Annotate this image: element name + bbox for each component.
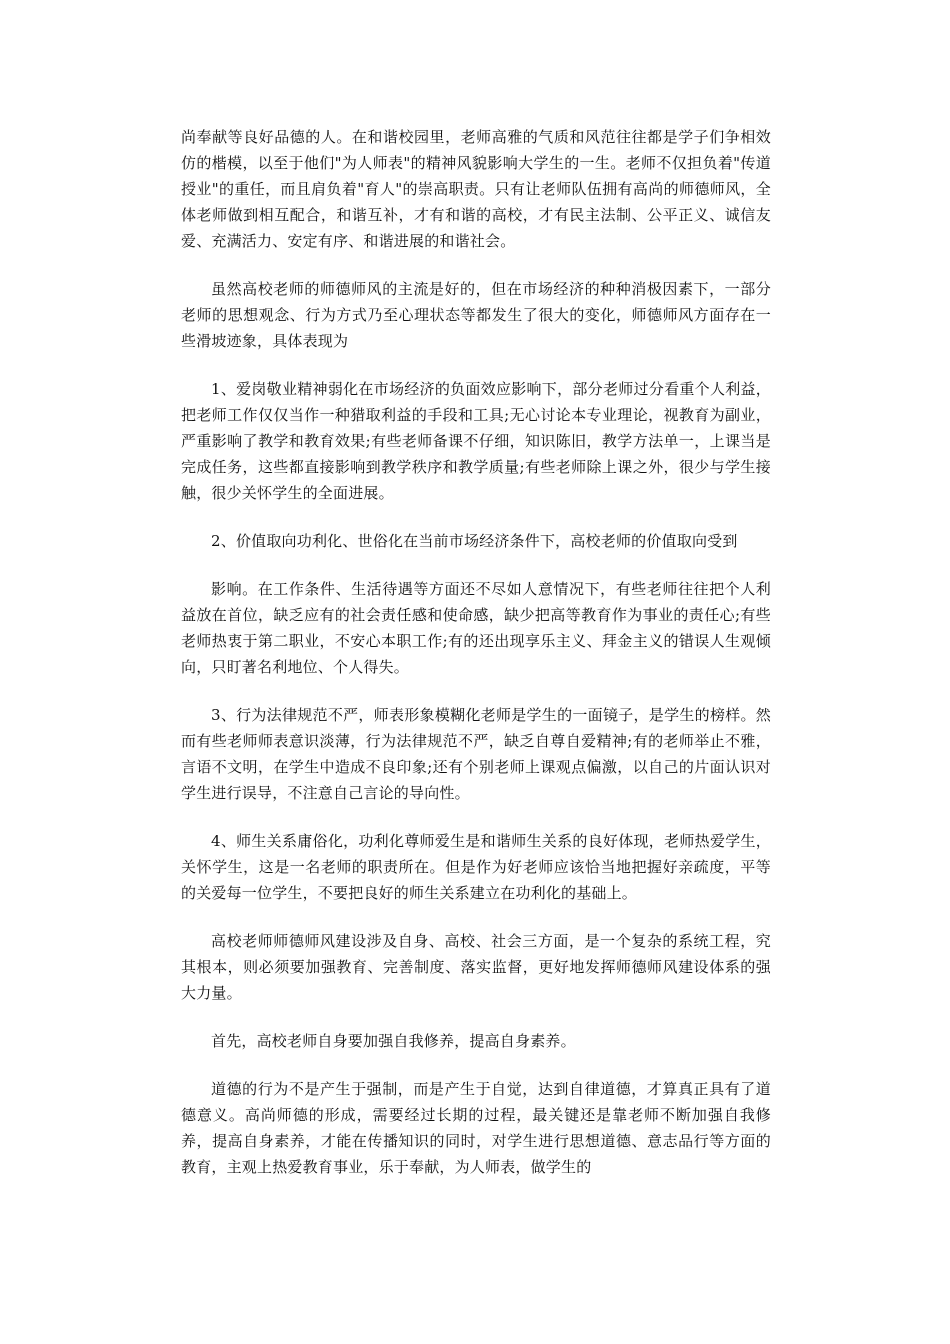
paragraph-1: 尚奉献等良好品德的人。在和谐校园里，老师高雅的气质和风范往往都是学子们争相效仿的楷模，以至于他们"为人师表"的精神风貌影响大学生的一生。老师不仅担负着"传道授业"的重任，而且肩负着"育人"的崇高职责。只有让老师队伍拥有高尚的师德师风，全体老师做到相互配合，和谐互补，才有和谐的高校，才有民主法制、公平正义、诚信友爱、充满活力、安定有序、和谐进展的和谐社会。 [181, 128, 771, 250]
document-body [181, 124, 771, 1202]
paragraph-5: 影响。在工作条件、生活待遇等方面还不尽如人意情况下，有些老师往往把个人利益放在首位，缺乏应有的社会责任感和使命感，缺少把高等教育作为事业的责任心;有些老师热衷于第二职业，不安心本职工作;有的还出现享乐主义、拜金主义的错误人生观倾向，只盯著名利地位、个人得失。 [181, 580, 771, 676]
paragraph-9: 首先，高校老师自身要加强自我修养，提高自身素养。 [211, 1032, 576, 1050]
paragraph-4: 2、价值取向功利化、世俗化在当前市场经济条件下，高校老师的价值取向受到 [211, 532, 738, 550]
paragraph-3: 1、爱岗敬业精神弱化在市场经济的负面效应影响下，部分老师过分看重个人利益，把老师工作仅仅当作一种猎取利益的手段和工具;无心讨论本专业理论，视教育为副业，严重影响了教学和教育效果;有些老师备课不仔细，知识陈旧，教学方法单一，上课当是完成任务，这些都直接影响到教学秩序和教学质量;有些老师除上课之外，很少与学生接触，很少关怀学生的全面进展。 [181, 380, 771, 502]
paragraph-7: 4、师生关系庸俗化，功利化尊师爱生是和谐师生关系的良好体现，老师热爱学生，关怀学生，这是一名老师的职责所在。但是作为好老师应该恰当地把握好亲疏度，平等的关爱每一位学生，不要把良好的师生关系建立在功利化的基础上。 [181, 832, 771, 902]
paragraph-10: 道德的行为不是产生于强制，而是产生于自觉，达到自律道德，才算真正具有了道德意义。高尚师德的形成，需要经过长期的过程，最关键还是靠老师不断加强自我修养，提高自身素养，才能在传播知识的同时，对学生进行思想道德、意志品行等方面的教育，主观上热爱教育事业，乐于奉献，为人师表，做学生的 [181, 1080, 771, 1176]
paragraph-8: 高校老师师德师风建设涉及自身、高校、社会三方面，是一个复杂的系统工程，究其根本，则必须要加强教育、完善制度、落实监督，更好地发挥师德师风建设体系的强大力量。 [181, 932, 771, 1002]
paragraph-6: 3、行为法律规范不严，师表形象模糊化老师是学生的一面镜子，是学生的榜样。然而有些老师师表意识淡薄，行为法律规范不严，缺乏自尊自爱精神;有的老师举止不雅，言语不文明，在学生中造成不良印象;还有个别老师上课观点偏激，以自己的片面认识对学生进行误导，不注意自己言论的导向性。 [181, 706, 771, 802]
paragraph-2: 虽然高校老师的师德师风的主流是好的，但在市场经济的种种消极因素下，一部分老师的思想观念、行为方式乃至心理状态等都发生了很大的变化，师德师风方面存在一些滑坡迹象，具体表现为 [181, 280, 771, 350]
